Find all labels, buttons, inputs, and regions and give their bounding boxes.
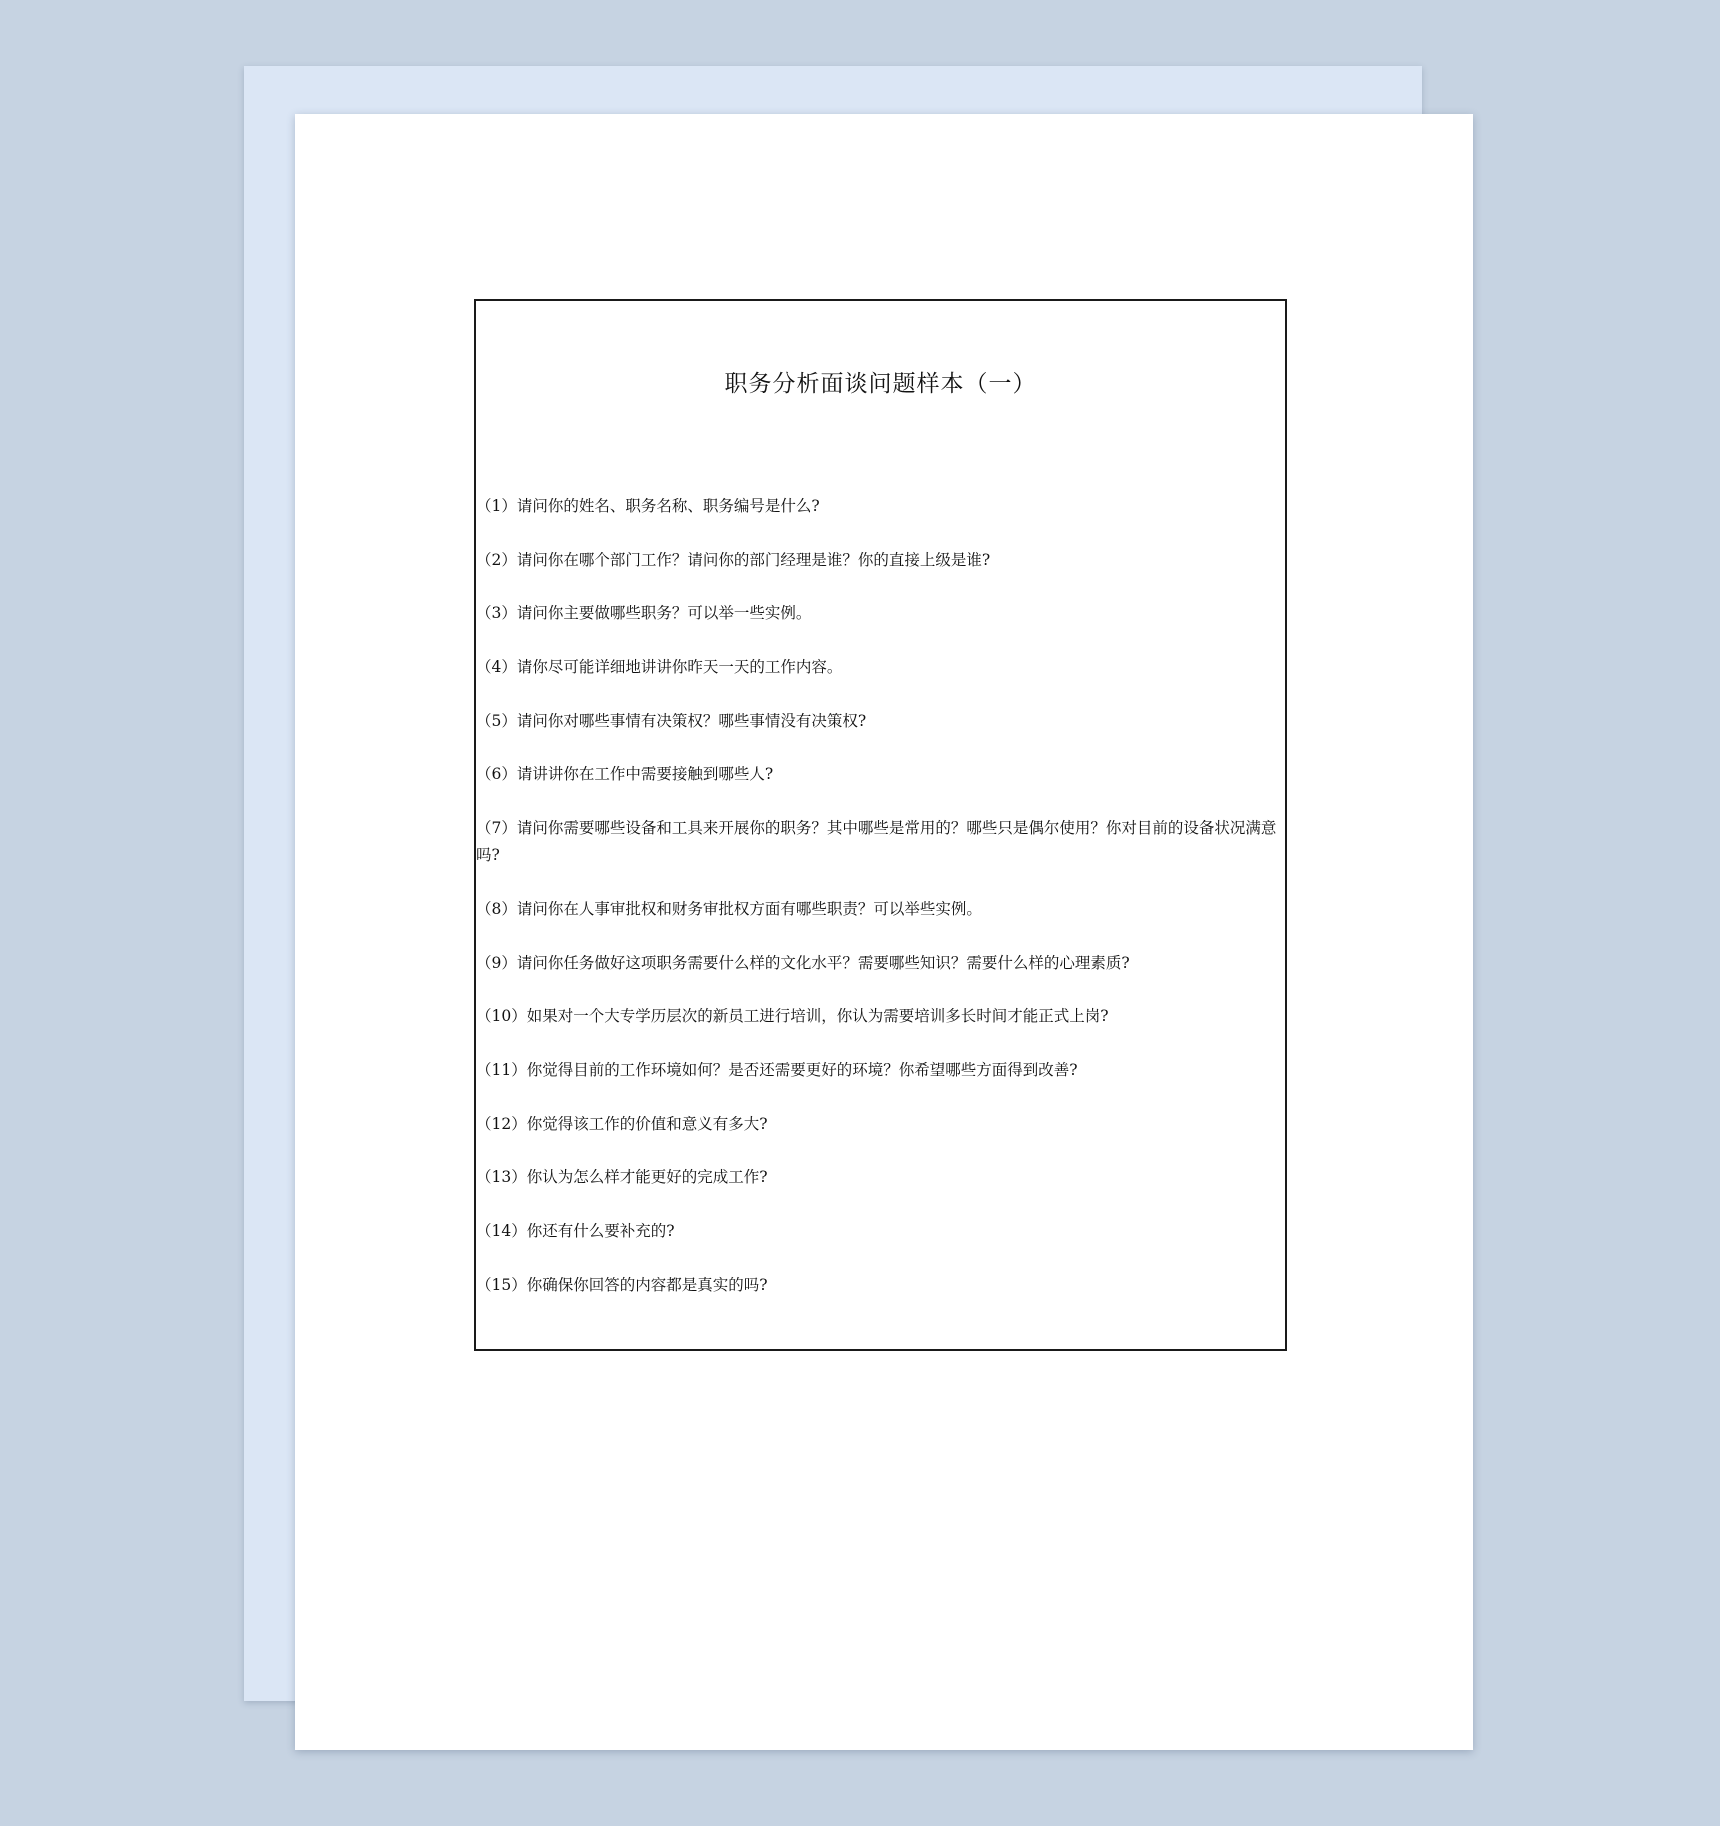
question-item: （14）你还有什么要补充的? (476, 1221, 675, 1240)
question-item: （7）请问你需要哪些设备和工具来开展你的职务？其中哪些是常用的？哪些只是偶尔使用？你对目前的设备状况满意吗? (476, 819, 1277, 865)
question-item: （1）请问你的姓名、职务名称、职务编号是什么? (476, 497, 820, 515)
document-title: 职务分析面谈问题样本（一） (724, 371, 1037, 397)
question-item: （15）你确保你回答的内容都是真实的吗? (476, 1275, 768, 1294)
question-item: （9）请问你任务做好这项职务需要什么样的文化水平？需要哪些知识？需要什么样的心理素质? (476, 953, 1130, 972)
question-item: （5）请问你对哪些事情有决策权？哪些事情没有决策权? (476, 711, 867, 730)
question-item: （11）你觉得目前的工作环境如何？是否还需要更好的环境？你希望哪些方面得到改善? (476, 1060, 1078, 1079)
question-item: （2）请问你在哪个部门工作？请问你的部门经理是谁？你的直接上级是谁? (476, 550, 991, 569)
question-item: （4）请你尽可能详细地讲讲你昨天一天的工作内容。 (476, 658, 843, 677)
question-list (476, 493, 1277, 1325)
question-item: （10）如果对一个大专学历层次的新员工进行培训，你认为需要培训多长时间才能正式上岗? (476, 1007, 1109, 1026)
question-item: （12）你觉得该工作的价值和意义有多大? (476, 1114, 768, 1133)
question-item: （13）你认为怎么样才能更好的完成工作? (476, 1168, 768, 1187)
document-frame (474, 299, 1287, 1351)
question-item: （3）请问你主要做哪些职务？可以举一些实例。 (476, 604, 812, 623)
question-item: （6）请讲讲你在工作中需要接触到哪些人? (476, 765, 774, 784)
question-item: （8）请问你在人事审批权和财务审批权方面有哪些职责？可以举些实例。 (476, 899, 982, 918)
